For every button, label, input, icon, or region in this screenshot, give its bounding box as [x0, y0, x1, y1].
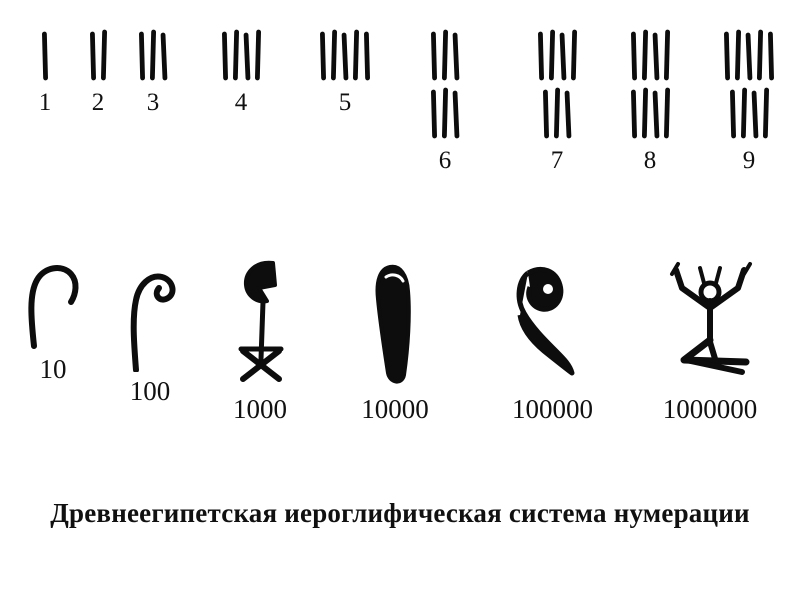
tally-stroke	[559, 33, 565, 80]
tally-stroke	[746, 33, 752, 80]
numeral-label-5: 5	[338, 89, 352, 116]
tally-stroke	[342, 33, 348, 80]
tally-stroke	[724, 32, 729, 80]
tadpole-glyph	[470, 255, 635, 390]
numeral-label-2: 2	[91, 89, 105, 116]
tally-stroke	[222, 32, 227, 80]
tally-stroke	[631, 32, 636, 80]
tally-stroke	[442, 88, 447, 138]
tally-stroke	[751, 91, 757, 138]
numeral-label-1: 1	[38, 89, 52, 116]
finger-glyph	[320, 255, 470, 390]
power-label-10: 10	[39, 354, 67, 384]
tally-stroke	[431, 32, 436, 80]
tally-stroke	[453, 33, 459, 80]
numeral-label-4: 4	[234, 89, 248, 116]
numeral-label-7: 7	[550, 147, 564, 174]
stroke-row-bottom	[694, 86, 800, 138]
power-cell-1000	[190, 255, 330, 423]
power-cell-100000	[470, 255, 635, 423]
tally-stroke	[233, 30, 238, 80]
tally-stroke	[642, 88, 647, 138]
stroke-row-top	[290, 28, 400, 80]
tally-stroke	[652, 91, 658, 138]
tally-stroke	[768, 32, 773, 80]
stroke-row-bottom	[595, 86, 705, 138]
numeral-label-9: 9	[742, 147, 756, 174]
stroke-row-top	[390, 28, 500, 80]
tally-stroke	[664, 88, 669, 138]
tally-stroke	[554, 88, 559, 138]
stroke-row-bottom	[390, 86, 500, 138]
numeral-cell-4	[186, 28, 296, 115]
tally-stroke	[331, 30, 336, 80]
tally-stroke	[431, 90, 436, 138]
tally-stroke	[243, 33, 249, 80]
tally-stroke	[664, 30, 669, 80]
numeral-cell-6	[390, 28, 500, 173]
numeral-cell-9	[694, 28, 800, 173]
power-cell-100	[100, 262, 200, 405]
numeral-label-3: 3	[146, 89, 160, 116]
power-label-10000: 10000	[361, 394, 429, 424]
numeral-label-6: 6	[438, 147, 452, 174]
stroke-row-top	[595, 28, 705, 80]
tally-stroke	[730, 90, 735, 138]
tally-stroke	[453, 91, 459, 138]
stroke-row-top	[186, 28, 296, 80]
power-cell-10	[5, 258, 101, 383]
power-label-1000: 1000	[233, 394, 287, 424]
tally-stroke	[642, 30, 647, 80]
tally-stroke	[565, 91, 571, 138]
coil-of-rope-glyph	[100, 262, 200, 372]
tally-stroke	[150, 30, 155, 80]
god-heh-glyph	[625, 250, 795, 390]
tally-stroke	[90, 32, 95, 80]
tally-stroke	[757, 30, 762, 80]
tally-stroke	[549, 30, 554, 80]
stroke-row-top	[694, 28, 800, 80]
tally-stroke	[735, 30, 740, 80]
tally-stroke	[255, 30, 260, 80]
tally-stroke	[364, 32, 369, 80]
tally-stroke	[320, 32, 325, 80]
power-label-1000000: 1000000	[662, 394, 758, 424]
tally-stroke	[631, 90, 636, 138]
power-cell-1000000	[625, 250, 795, 423]
tally-stroke	[161, 33, 167, 80]
numeral-cell-8	[595, 28, 705, 173]
power-cell-10000	[320, 255, 470, 423]
tally-stroke	[353, 30, 358, 80]
tally-stroke	[571, 30, 576, 80]
tally-stroke	[652, 33, 658, 80]
tally-stroke	[139, 32, 144, 80]
tally-stroke	[763, 88, 768, 138]
numeral-cell-5	[290, 28, 400, 115]
tally-stroke	[538, 32, 543, 80]
power-label-100000: 100000	[512, 394, 593, 424]
lotus-flower-glyph	[190, 255, 330, 390]
power-label-100: 100	[129, 376, 171, 406]
numeral-label-8: 8	[643, 147, 657, 174]
tally-stroke	[442, 30, 447, 80]
heel-bone-glyph	[5, 258, 101, 350]
tally-stroke	[543, 90, 548, 138]
tally-stroke	[741, 88, 746, 138]
diagram-caption: Древнеегипетская иероглифическая система нумерации	[50, 498, 750, 528]
